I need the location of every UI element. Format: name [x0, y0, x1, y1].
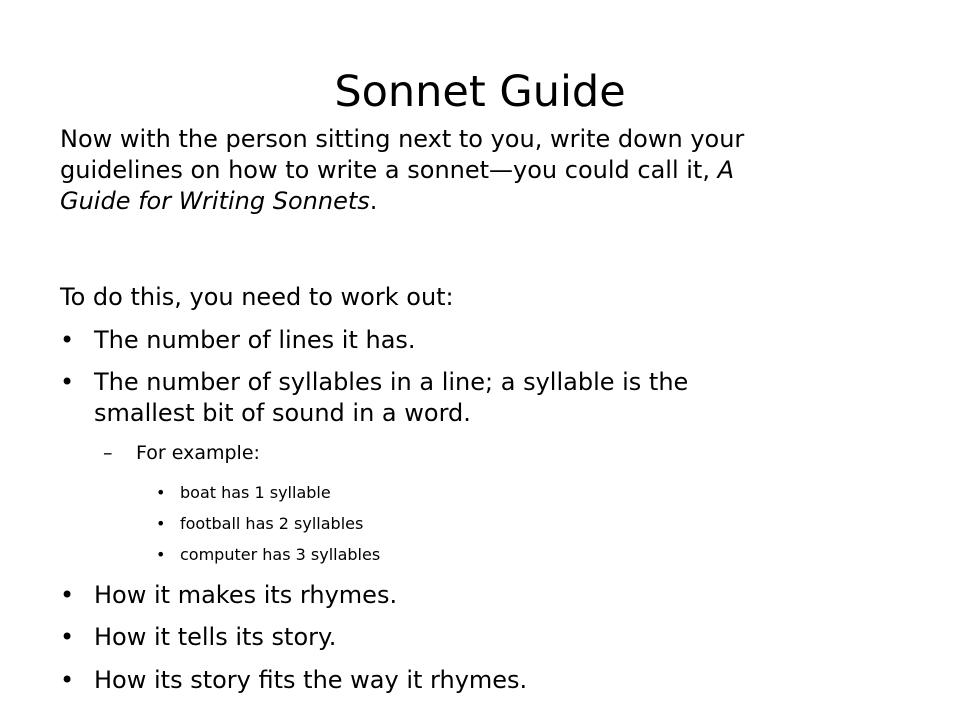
example-bullet-glyph: •: [156, 483, 166, 502]
example-text: boat has 1 syllable: [180, 483, 331, 502]
intro-line-3: [60, 186, 910, 217]
intro-line-3-end: .: [369, 187, 378, 215]
bullet-glyph: •: [60, 368, 75, 396]
bullet-text: How it tells its story.: [94, 623, 337, 651]
intro-paragraph: [60, 124, 910, 217]
bullet-glyph: •: [60, 666, 75, 694]
example-text: computer has 3 syllables: [180, 545, 381, 564]
dash-glyph: –: [103, 442, 113, 464]
example-bullet-glyph: •: [156, 514, 166, 533]
bullet-glyph: •: [60, 326, 75, 354]
bullet-text: How it makes its rhymes.: [94, 581, 398, 609]
intro-line-2: [60, 155, 910, 186]
bullet-text: The number of syllables in a line; a syllable is the: [94, 368, 689, 396]
intro-line-2-text: guidelines on how to write a sonnet—you could call it,: [60, 156, 718, 184]
example-bullet-glyph: •: [156, 545, 166, 564]
bullet-glyph: •: [60, 581, 75, 609]
sub-bullet-text: For example:: [136, 442, 260, 464]
bullet-text: How its story fits the way it rhymes.: [94, 666, 528, 694]
intro-line-1: Now with the person sitting next to you, write down your: [60, 125, 745, 153]
lead-text: To do this, you need to work out:: [60, 283, 454, 311]
intro-line-3-italic: Guide for Writing Sonnets: [60, 187, 370, 215]
intro-line-2-italic: A: [717, 156, 735, 184]
bullet-text-continuation: smallest bit of sound in a word.: [94, 399, 471, 427]
bullet-text: The number of lines it has.: [94, 326, 416, 354]
example-text: football has 2 syllables: [180, 514, 364, 533]
bullet-glyph: •: [60, 623, 75, 651]
slide-title: Sonnet Guide: [334, 67, 626, 117]
